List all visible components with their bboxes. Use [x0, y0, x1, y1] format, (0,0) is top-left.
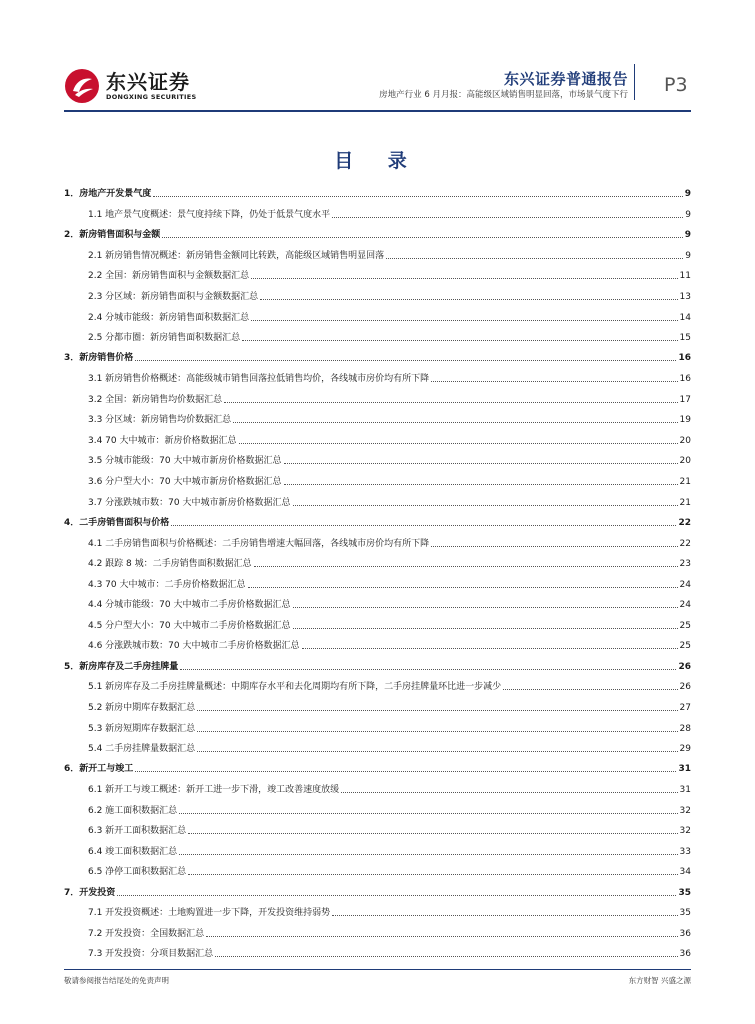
toc-entry-page: 34 [679, 867, 691, 878]
header-rule [64, 110, 691, 112]
toc-entry[interactable] [64, 529, 691, 550]
toc-entry-page: 36 [679, 949, 691, 960]
brand-name-cn: 东兴证券 [106, 69, 190, 94]
toc-entry-page: 21 [679, 477, 691, 488]
toc-title: 目 录 [334, 150, 421, 172]
toc-entry-label: 2.1 新房销售情况概述：新房销售金额同比转跌，高能级区域销售明显回落 [88, 250, 385, 261]
toc-section[interactable] [64, 221, 691, 241]
toc-entry[interactable] [64, 241, 691, 262]
dot-leader [188, 874, 677, 875]
toc-entry-label: 4.2 跟踪 8 城：二手房销售面积数据汇总 [88, 559, 252, 570]
dot-leader [135, 360, 676, 361]
toc-entry[interactable] [64, 200, 691, 221]
toc-entry-page: 33 [679, 846, 691, 857]
toc-entry[interactable] [64, 467, 691, 488]
toc-entry-label: 6.2 施工面积数据汇总 [88, 805, 178, 816]
toc-entry[interactable] [64, 611, 691, 632]
toc-section-page: 16 [678, 353, 691, 364]
toc-entry-label: 3.7 分涨跌城市数：70 大中城市新房价格数据汇总 [88, 497, 291, 508]
dot-leader [135, 771, 676, 772]
toc-entry-page: 21 [679, 497, 691, 508]
dot-leader [260, 299, 677, 300]
report-title: 房地产行业 6 月月报：高能级区域销售明显回落，市场景气度下行 [379, 90, 628, 100]
dot-leader [197, 751, 677, 752]
toc-entry-page: 22 [679, 538, 691, 549]
toc-entry-page: 24 [679, 600, 691, 611]
toc-section-label: 6．新开工与竣工 [64, 764, 134, 775]
dot-leader [171, 525, 676, 526]
toc-entry[interactable] [64, 447, 691, 468]
toc-entry[interactable] [64, 282, 691, 303]
footer-disclaimer: 敬请参阅报告结尾处的免责声明 [64, 976, 169, 985]
dot-leader [162, 237, 682, 238]
dot-leader [293, 628, 678, 629]
dot-leader [302, 648, 678, 649]
toc-entry-label: 3.5 分城市能级：70 大中城市新房价格数据汇总 [88, 456, 282, 467]
toc-entry-label: 4.3 70 大中城市：二手房价格数据汇总 [88, 579, 246, 590]
toc-section-label: 7．开发投资 [64, 887, 116, 898]
toc-entry-page: 24 [679, 579, 691, 590]
toc-entry[interactable] [64, 837, 691, 858]
toc-entry[interactable] [64, 364, 691, 385]
toc-entry-page: 9 [685, 209, 691, 220]
toc-section[interactable] [64, 652, 691, 672]
dot-leader [197, 731, 677, 732]
toc-entry[interactable] [64, 899, 691, 920]
dot-leader [293, 505, 678, 506]
toc-entry[interactable] [64, 817, 691, 838]
page-number: P3 [664, 74, 688, 96]
toc-entry-label: 2.4 分城市能级：新房销售面积数据汇总 [88, 312, 250, 323]
toc-entry[interactable] [64, 570, 691, 591]
brand-name-en: DONGXING SECURITIES [106, 92, 197, 101]
toc-entry-page: 29 [679, 744, 691, 755]
toc-section-page: 22 [678, 517, 691, 528]
toc-section-label: 3．新房销售价格 [64, 353, 134, 364]
toc-entry-label: 5.3 新房短期库存数据汇总 [88, 723, 196, 734]
toc-entry-page: 14 [679, 312, 691, 323]
toc-entry-page: 36 [679, 928, 691, 939]
dot-leader [332, 915, 677, 916]
toc-section-page: 31 [678, 764, 691, 775]
toc-entry-label: 2.2 全国：新房销售面积与金额数据汇总 [88, 271, 250, 282]
toc-entry-page: 26 [679, 682, 691, 693]
dot-leader [503, 689, 677, 690]
dot-leader [215, 956, 677, 957]
toc-entry[interactable] [64, 406, 691, 427]
toc-entry-label: 7.3 开发投资：分项目数据汇总 [88, 949, 214, 960]
dot-leader [254, 566, 678, 567]
toc-entry[interactable] [64, 385, 691, 406]
toc-entry[interactable] [64, 919, 691, 940]
toc-section-page: 9 [684, 230, 691, 241]
toc-entry[interactable] [64, 858, 691, 879]
dot-leader [153, 196, 682, 197]
toc-entry-label: 3.2 全国：新房销售均价数据汇总 [88, 394, 223, 405]
toc-section-label: 1．房地产开发景气度 [64, 189, 152, 200]
toc-entry-page: 25 [679, 620, 691, 631]
toc-entry-page: 20 [679, 435, 691, 446]
toc-entry-label: 3.6 分户型大小：70 大中城市新房价格数据汇总 [88, 477, 282, 488]
toc-entry-label: 3.4 70 大中城市：新房价格数据汇总 [88, 435, 237, 446]
toc-section-label: 4．二手房销售面积与价格 [64, 517, 170, 528]
toc-section[interactable] [64, 180, 691, 200]
toc-entry[interactable] [64, 262, 691, 283]
toc-entry-label: 1.1 地产景气度概述：景气度持续下降，仍处于低景气度水平 [88, 209, 331, 220]
toc-entry[interactable] [64, 735, 691, 756]
toc-entry[interactable] [64, 673, 691, 694]
report-type: 东兴证券普通报告 [503, 70, 628, 88]
dot-leader [386, 258, 683, 259]
toc-entry[interactable] [64, 426, 691, 447]
toc-entry-page: 9 [685, 250, 691, 261]
toc-entry-page: 25 [679, 641, 691, 652]
toc-section-page: 9 [684, 189, 691, 200]
dot-leader [251, 278, 677, 279]
toc-entry-page: 23 [679, 559, 691, 570]
toc-section[interactable] [64, 509, 691, 529]
dot-leader [224, 402, 677, 403]
toc-entry-page: 32 [679, 826, 691, 837]
toc-entry-label: 2.5 分都市圈：新房销售面积数据汇总 [88, 333, 241, 344]
toc-entry-page: 27 [679, 702, 691, 713]
dongxing-logo-icon [64, 68, 100, 104]
dot-leader [179, 813, 677, 814]
table-of-contents [64, 180, 691, 960]
toc-entry-label: 2.3 分区域：新房销售面积与金额数据汇总 [88, 291, 259, 302]
toc-entry-page: 16 [679, 374, 691, 385]
dot-leader [248, 587, 678, 588]
toc-entry-page: 32 [679, 805, 691, 816]
company-logo [64, 68, 196, 104]
dot-leader [431, 381, 677, 382]
dot-leader [197, 710, 677, 711]
toc-entry[interactable] [64, 303, 691, 324]
toc-entry[interactable] [64, 693, 691, 714]
toc-section-label: 5．新房库存及二手房挂牌量 [64, 661, 179, 672]
toc-entry[interactable] [64, 550, 691, 571]
dot-leader [206, 936, 677, 937]
toc-entry-label: 4.5 分户型大小：70 大中城市二手房价格数据汇总 [88, 620, 291, 631]
dot-leader [117, 895, 676, 896]
toc-section-page: 26 [678, 661, 691, 672]
toc-entry-page: 20 [679, 456, 691, 467]
toc-entry[interactable] [64, 324, 691, 345]
toc-entry-page: 17 [679, 394, 691, 405]
toc-entry-label: 3.3 分区域：新房销售均价数据汇总 [88, 415, 232, 426]
dot-leader [332, 217, 683, 218]
dot-leader [188, 833, 677, 834]
dot-leader [233, 422, 677, 423]
toc-entry-label: 4.4 分城市能级：70 大中城市二手房价格数据汇总 [88, 600, 291, 611]
toc-section-label: 2．新房销售面积与金额 [64, 230, 161, 241]
toc-entry-label: 6.3 新开工面积数据汇总 [88, 826, 187, 837]
dot-leader [180, 669, 676, 670]
dot-leader [239, 443, 678, 444]
toc-entry-page: 31 [679, 785, 691, 796]
dot-leader [341, 792, 677, 793]
toc-entry-label: 6.1 新开工与竣工概述：新开工进一步下滑，竣工改善速度放缓 [88, 785, 340, 796]
footer-rule [64, 969, 691, 970]
toc-entry-label: 3.1 新房销售价格概述：高能级城市销售回落拉低销售均价，各线城市房价均有所下降 [88, 374, 430, 385]
toc-entry-label: 5.2 新房中期库存数据汇总 [88, 702, 196, 713]
toc-entry-label: 4.1 二手房销售面积与价格概述：二手房销售增速大幅回落，各线城市房价均有所下降 [88, 538, 430, 549]
toc-section[interactable] [64, 878, 691, 898]
toc-entry-page: 19 [679, 415, 691, 426]
toc-section[interactable] [64, 344, 691, 364]
toc-entry[interactable] [64, 488, 691, 509]
dot-leader [179, 854, 677, 855]
toc-entry[interactable] [64, 796, 691, 817]
toc-entry-label: 5.1 新房库存及二手房挂牌量概述：中期库存水平和去化周期均有所下降，二手房挂牌量环比进一步减少 [88, 682, 502, 693]
dot-leader [431, 546, 677, 547]
toc-entry-label: 6.5 净停工面积数据汇总 [88, 867, 187, 878]
toc-entry-label: 7.1 开发投资概述：土地购置进一步下降，开发投资维持弱势 [88, 908, 331, 919]
toc-entry-label: 6.4 竣工面积数据汇总 [88, 846, 178, 857]
toc-section-page: 35 [678, 887, 691, 898]
toc-entry-label: 5.4 二手房挂牌量数据汇总 [88, 744, 196, 755]
toc-entry-page: 13 [679, 291, 691, 302]
toc-entry-label: 7.2 开发投资：全国数据汇总 [88, 928, 205, 939]
toc-entry[interactable] [64, 591, 691, 612]
toc-section[interactable] [64, 755, 691, 775]
toc-entry-page: 28 [679, 723, 691, 734]
header-divider [634, 64, 635, 100]
toc-entry-page: 35 [679, 908, 691, 919]
footer-slogan: 东方财智 兴盛之源 [628, 976, 691, 985]
toc-entry[interactable] [64, 714, 691, 735]
toc-entry[interactable] [64, 940, 691, 961]
toc-entry[interactable] [64, 632, 691, 653]
dot-leader [284, 463, 678, 464]
dot-leader [293, 607, 678, 608]
toc-entry-page: 15 [679, 333, 691, 344]
dot-leader [242, 340, 677, 341]
toc-entry[interactable] [64, 775, 691, 796]
dot-leader [284, 484, 678, 485]
dot-leader [251, 320, 677, 321]
toc-entry-label: 4.6 分涨跌城市数：70 大中城市二手房价格数据汇总 [88, 641, 300, 652]
toc-entry-page: 11 [679, 271, 691, 282]
